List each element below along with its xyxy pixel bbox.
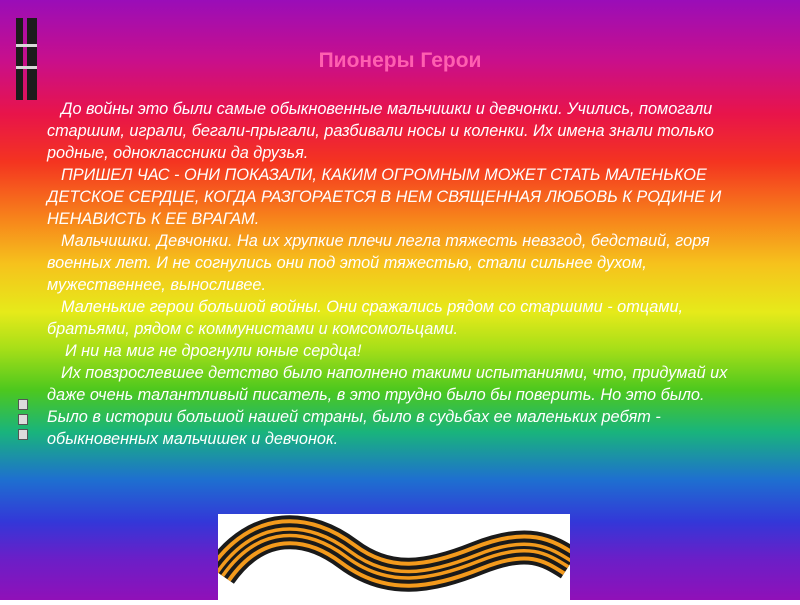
decorative-sidebar: [0, 0, 42, 600]
paragraph: Их повзрослевшее детство было наполнено такими испытаниями, что, придумай их даже очень талантливый писатель, в это трудно было бы поверить. Но это было. Было в истории большой нашей страны, было в судьбах ее маленьких ребят - обыкновенных мальчишек и девчонок.: [47, 364, 728, 448]
paragraph: Маленькие герои большой войны. Они сражались рядом со старшими - отцами, братьями, рядом с коммунистами и комсомольцами.: [47, 298, 684, 338]
paragraph: ПРИШЕЛ ЧАС - ОНИ ПОКАЗАЛИ, КАКИМ ОГРОМНЫМ МОЖЕТ СТАТЬ МАЛЕНЬКОЕ ДЕТСКОЕ СЕРДЦЕ, КОГДА РАЗГОРАЕТСЯ В НЕМ СВЯЩЕННАЯ ЛЮБОВЬ К РОДИНЕ И НЕНАВИСТЬ К ЕЕ ВРАГАМ.: [47, 166, 722, 228]
paragraph: И ни на миг не дрогнули юные сердца!: [65, 342, 362, 360]
paragraph: Мальчишки. Девчонки. На их хрупкие плечи легла тяжесть невзгод, бедствий, горя военных лет. И не согнулись они под этой тяжестью, стали сильнее духом, мужественнее, выносливее.: [47, 232, 710, 294]
slide-body-text: [47, 98, 747, 450]
paragraph: До войны это были самые обыкновенные мальчишки и девчонки. Учились, помогали старшим, играли, бегали-прыгали, разбивали носы и коленки. Их имена знали только родные, одноклассники да друзья.: [47, 100, 714, 162]
st-george-ribbon-icon: [218, 514, 570, 600]
slide-title: Пионеры Герои: [318, 49, 482, 72]
ribbon-image: [218, 514, 570, 600]
